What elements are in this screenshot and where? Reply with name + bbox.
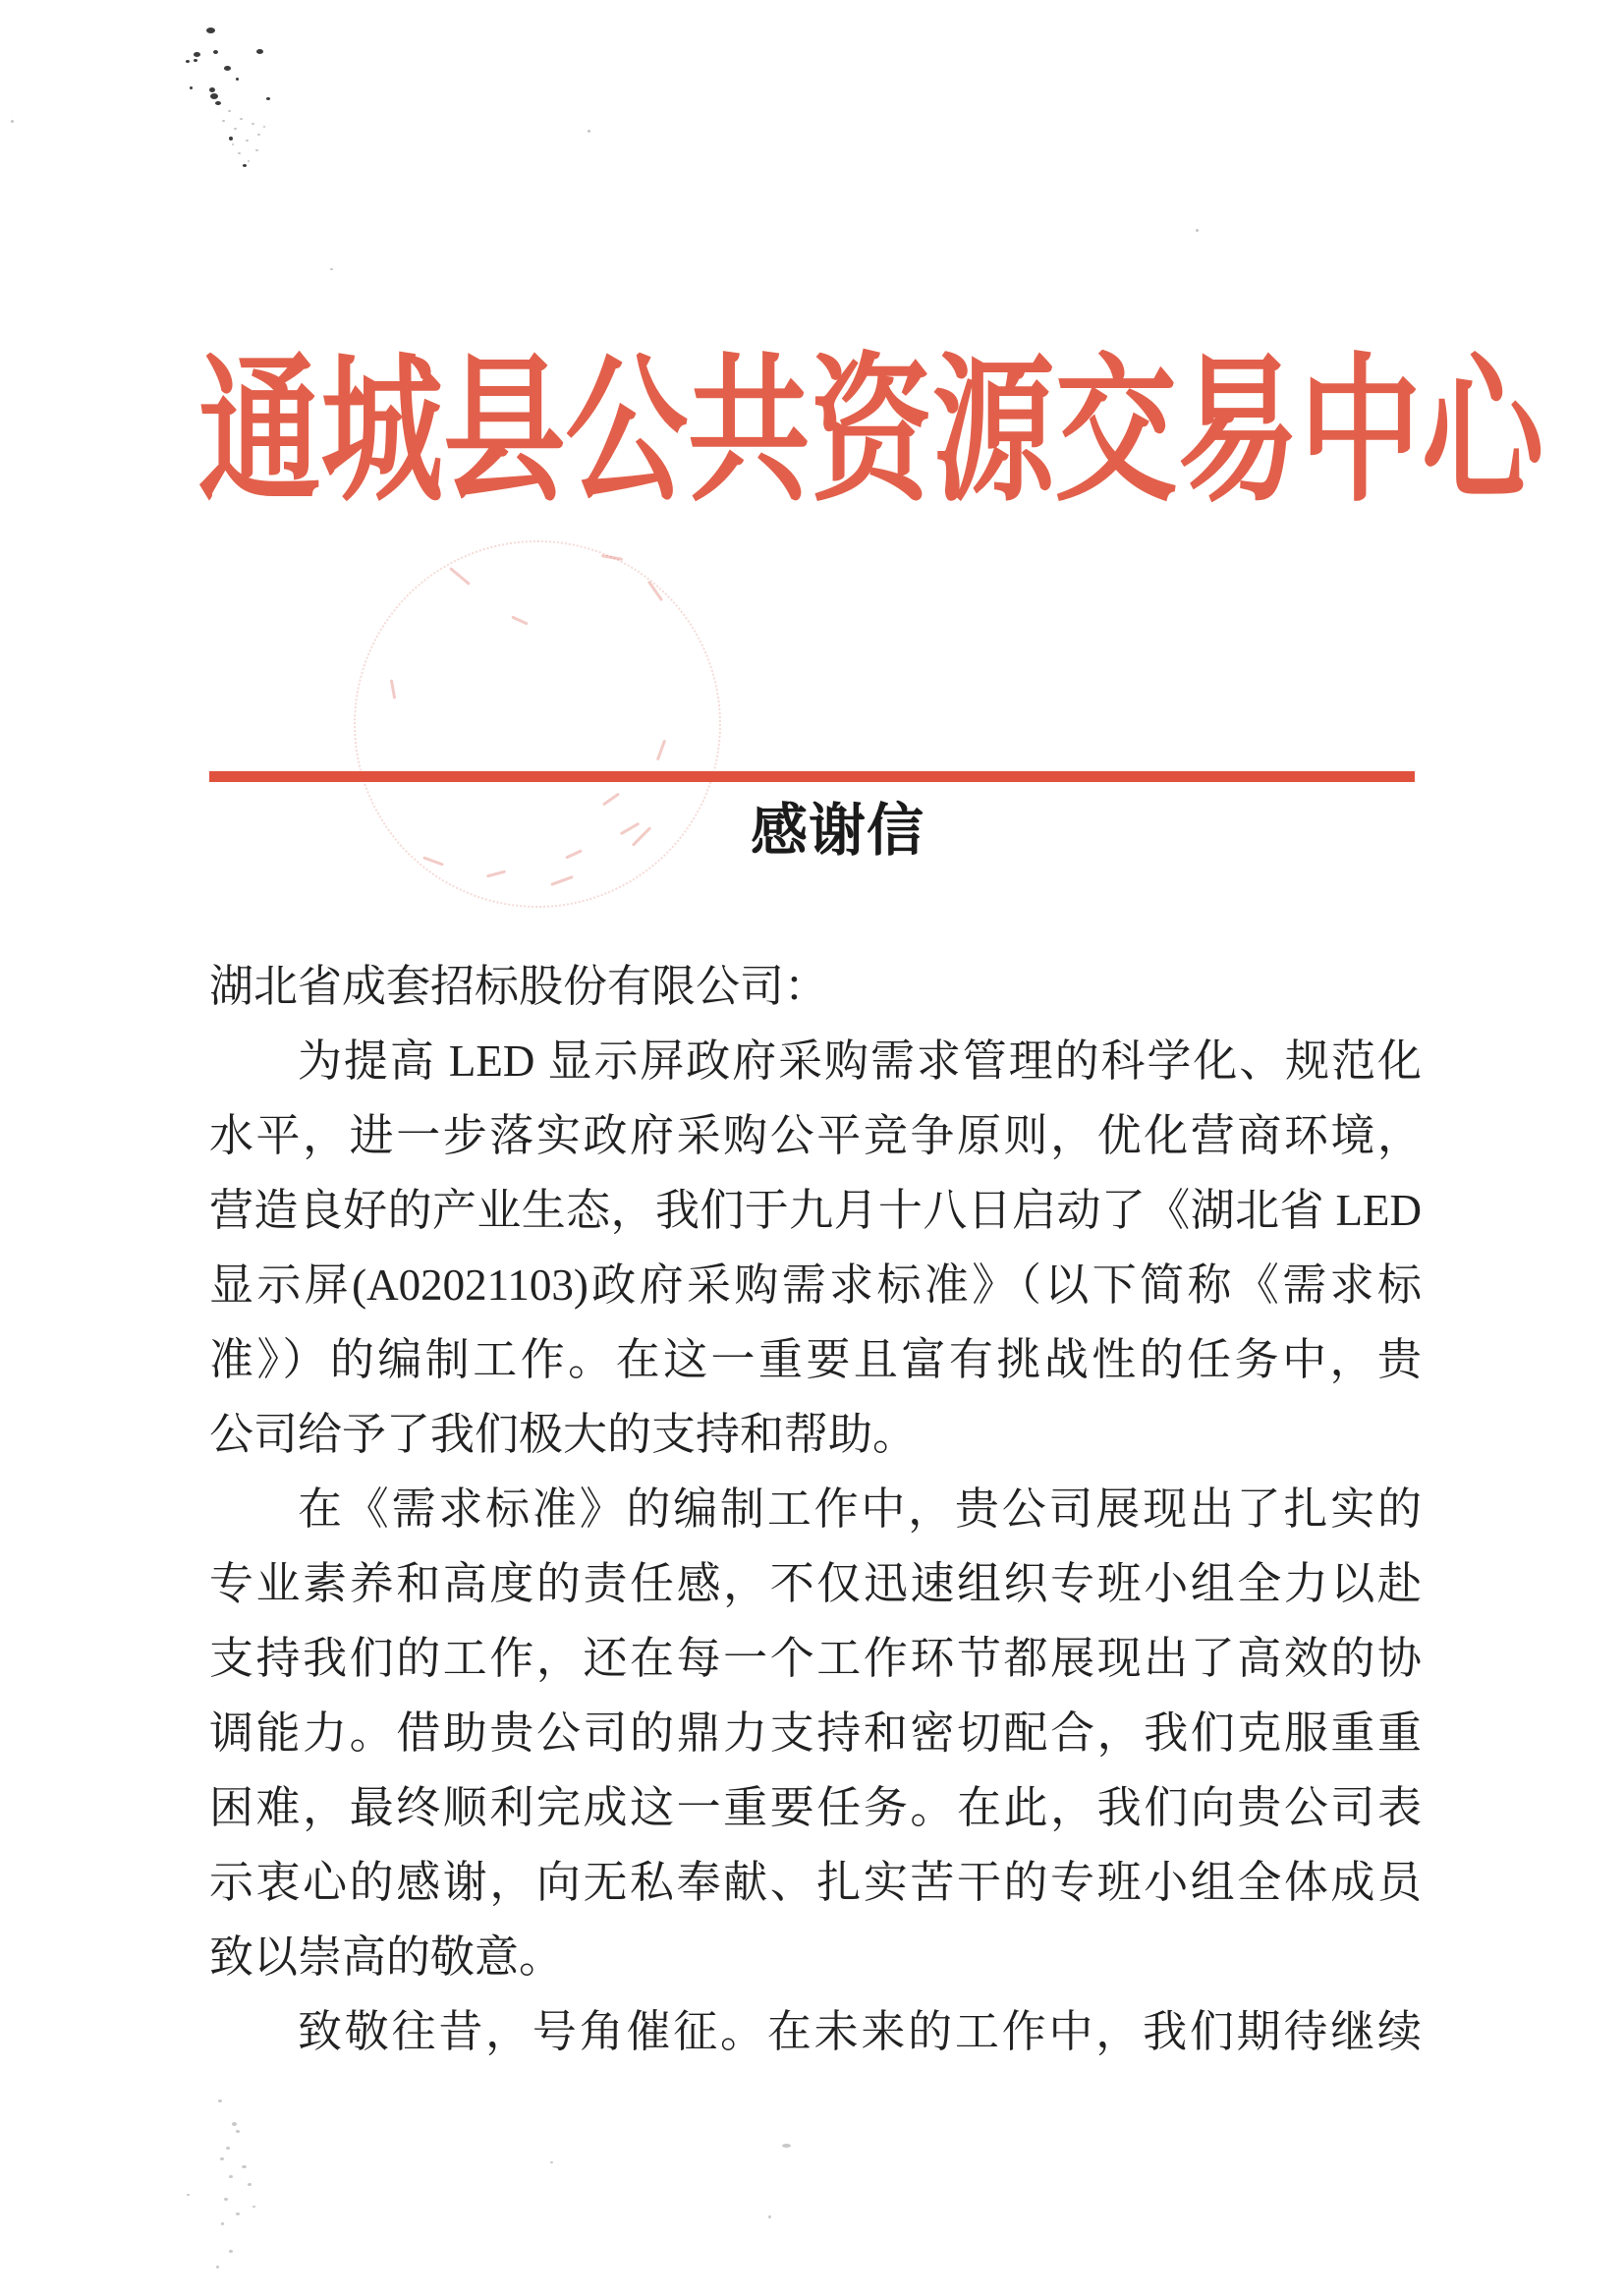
letter-line-15: 致敬往昔，号角催征。在未来的工作中，我们期待继续 (298, 2007, 1422, 2056)
letter-line-10: 支持我们的工作，还在每一个工作环节都展现出了高效的协 (209, 1634, 1422, 1683)
scan-speck (206, 28, 215, 33)
scan-speck (243, 164, 247, 167)
scan-speck (222, 120, 225, 122)
scan-speck (330, 268, 333, 270)
scan-speck (252, 2206, 255, 2208)
scan-speck (246, 140, 249, 141)
letter-line-13: 示衷心的感谢，向无私奉献、扎实苦干的专班小组全体成员 (209, 1858, 1422, 1907)
scan-speck (210, 93, 218, 99)
scan-speck (209, 87, 215, 92)
scan-speck (782, 2144, 791, 2148)
scan-speck (218, 2099, 222, 2102)
scan-speck (242, 2165, 247, 2168)
scan-speck (186, 60, 190, 63)
letter-line-9: 专业素养和高度的责任感，不仅迅速组织专班小组全力以赴 (209, 1559, 1422, 1608)
letter-line-2: 为提高 LED 显示屏政府采购需求管理的科学化、规范化 (298, 1036, 1422, 1086)
scan-speck (256, 49, 263, 54)
scan-speck (213, 50, 218, 54)
scan-speck (194, 52, 200, 57)
scan-speck (234, 128, 237, 130)
scan-speck (226, 2147, 230, 2150)
scan-speck (11, 120, 14, 123)
scan-speck (257, 134, 260, 136)
scan-speck (194, 59, 197, 62)
scan-speck (248, 2183, 252, 2186)
scan-speck (229, 2250, 233, 2253)
scan-speck (216, 2266, 219, 2268)
scan-speck (1196, 229, 1199, 232)
scan-speck (187, 2194, 190, 2196)
scan-speck (238, 152, 241, 154)
scan-speck (220, 2157, 224, 2160)
scan-speck (221, 2222, 224, 2225)
scan-speck (588, 130, 590, 133)
letterhead-org-name: 通城县公共资源交易中心 (198, 344, 1544, 522)
scan-speck (224, 2198, 228, 2201)
scan-speck (248, 160, 250, 162)
scan-speck (550, 2161, 553, 2163)
scan-speck (215, 101, 221, 105)
letter-body (209, 949, 1422, 2069)
letterhead-divider-line (209, 771, 1415, 782)
scan-speck (236, 78, 239, 81)
letter-line-14: 致以崇高的敬意。 (209, 1932, 564, 1982)
letter-title: 感谢信 (750, 799, 924, 863)
scan-speck (236, 2212, 240, 2215)
letter-line-11: 调能力。借助贵公司的鼎力支持和密切配合，我们克服重重 (209, 1708, 1422, 1758)
scan-speck (240, 118, 243, 120)
letter-line-7: 公司给予了我们极大的支持和帮助。 (209, 1410, 918, 1459)
scan-speck (228, 110, 231, 112)
scan-speck (266, 97, 270, 100)
letter-line-6: 准》）的编制工作。在这一重要且富有挑战性的任务中，贵 (209, 1335, 1422, 1384)
scan-speck (263, 126, 265, 128)
scan-speck (232, 2122, 237, 2126)
letter-line-12: 困难，最终顺利完成这一重要任务。在此，我们向贵公司表 (209, 1783, 1422, 1832)
scan-speck (255, 149, 258, 151)
scan-speck (768, 2215, 771, 2218)
scan-speck (229, 137, 233, 140)
scan-speck (229, 2175, 233, 2178)
letter-line-5: 显示屏(A02021103)政府采购需求标准》（以下简称《需求标 (209, 1260, 1422, 1310)
scan-speck (232, 143, 234, 145)
scan-speck (224, 66, 231, 71)
letter-line-8: 在《需求标准》的编制工作中，贵公司展现出了扎实的 (298, 1484, 1422, 1534)
letter-line-3: 水平，进一步落实政府采购公平竞争原则，优化营商环境， (209, 1111, 1422, 1160)
scan-speck (190, 86, 193, 89)
scan-speck (252, 123, 254, 125)
letter-line-4: 营造良好的产业生态，我们于九月十八日启动了《湖北省 LED (209, 1186, 1422, 1235)
letter-line-1: 湖北省成套招标股份有限公司： (209, 962, 829, 1011)
scan-speck (236, 2130, 240, 2133)
